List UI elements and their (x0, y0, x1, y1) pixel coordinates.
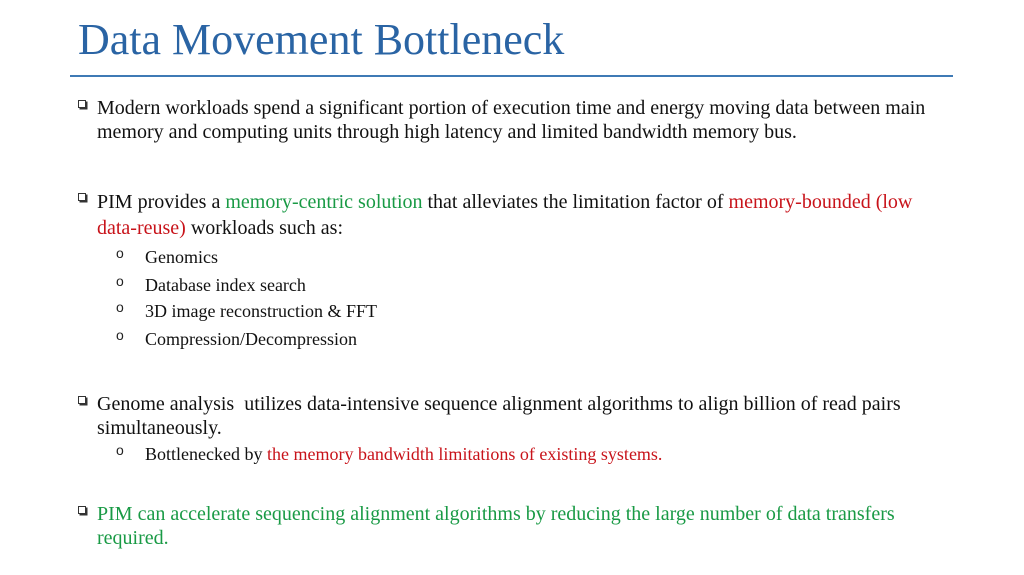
circle-bullet-icon: o (116, 245, 124, 261)
sub-bullet-database (116, 274, 936, 296)
highlight-memory-bounded: memory-bounded (low data-reuse) (97, 191, 913, 239)
bullet-text: Genome analysis utilizes data-intensive sequence alignment algorithms to align billion of read pairs simultaneously. (97, 393, 906, 439)
bullet-pim-accelerate (78, 502, 938, 550)
bullet-genome-analysis (78, 392, 938, 440)
circle-bullet-icon: o (116, 327, 124, 343)
sub-bullet-text: Database index search (145, 275, 306, 295)
sub-bullet-compression (116, 328, 936, 350)
sub-bullet-text: Genomics (145, 247, 218, 267)
sub-bullet-text (145, 444, 662, 464)
square-bullet-icon (78, 506, 86, 514)
text-run: that alleviates the limitation factor of (422, 191, 729, 213)
bullet-text: Modern workloads spend a significant portion of execution time and energy moving data between main memory and computing units through high latency and limited bandwidth memory bus. (97, 97, 926, 143)
square-bullet-icon (78, 396, 86, 404)
square-bullet-icon (78, 193, 86, 201)
bullet-workloads (78, 96, 938, 144)
highlight-memory-centric: memory-centric solution (225, 191, 423, 213)
circle-bullet-icon: o (116, 273, 124, 289)
text-run: Bottlenecked by (145, 444, 267, 464)
sub-bullet-bottlenecked (116, 443, 936, 465)
circle-bullet-icon: o (116, 442, 124, 458)
highlight-bandwidth-limitations: the memory bandwidth limitations of existing systems. (266, 444, 663, 464)
sub-bullet-text: 3D image reconstruction & FFT (145, 301, 377, 321)
text-run: PIM provides a (97, 191, 226, 213)
sub-bullet-3d-image (116, 300, 936, 322)
bullet-text: PIM can accelerate sequencing alignment algorithms by reducing the large number of data transfers required. (97, 503, 895, 549)
square-bullet-icon (78, 100, 86, 108)
text-run: workloads such as: (185, 217, 344, 239)
title-divider (70, 75, 953, 77)
bullet-text (97, 189, 938, 241)
slide-title: Data Movement Bottleneck (78, 15, 565, 64)
sub-bullet-genomics (116, 246, 936, 268)
bullet-pim-solution (78, 189, 938, 241)
circle-bullet-icon: o (116, 299, 124, 315)
sub-bullet-text: Compression/Decompression (145, 329, 357, 349)
